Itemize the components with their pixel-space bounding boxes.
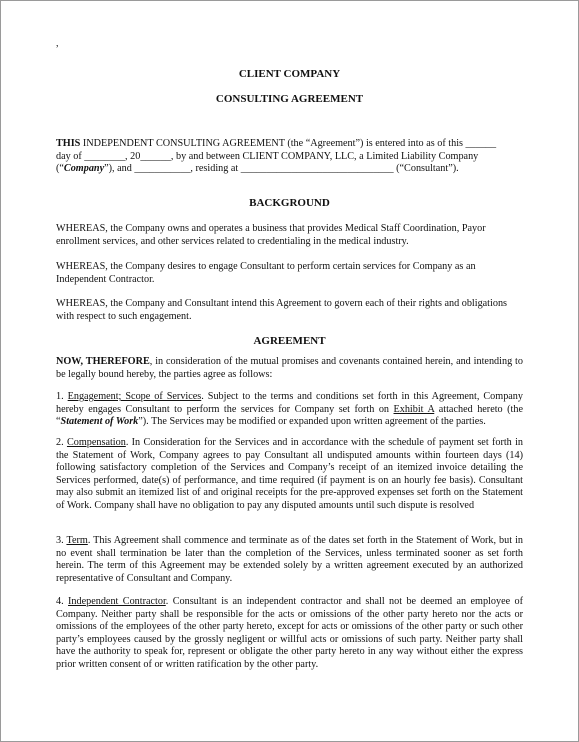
now-therefore-lead: NOW, THEREFORE [56,356,150,367]
whereas-3 [56,298,523,323]
section-2-number: 2. [56,437,67,448]
stray-mark: , [56,38,59,49]
now-therefore-text: , in consideration of the mutual promises and covenants contained herein, and intending to be legally bound hereby, the parties agree as follows: [56,356,523,380]
whereas-2 [56,261,523,286]
section-1 [56,391,523,429]
whereas-1-text: WHEREAS, the Company owns and operates a business that provides Medical Staff Coordination, Payor enrollment services, and other services related to credentialing in the medical industry. [56,223,486,247]
document-title: CLIENT COMPANY [238,68,341,80]
intro-this: THIS [56,138,81,149]
section-3-text: . This Agreement shall commence and terminate as of the dates set forth in the Statement of Work, but in no event shall termination be later than the completion of the Services, unless terminated sooner as set forth herein. The term of this Agreement may be extended solely by a written agreement executed by an authorized representative of Consultant and Company. [56,535,523,584]
section-3-number: 3. [56,535,67,546]
section-1-text-1: . Subject to the terms and conditions set forth in this Agreement, Company hereby engages Consultant to perform the services for Company set forth on [56,391,523,415]
section-3 [56,535,523,585]
exhibit-a-reference: Exhibit A [393,403,435,415]
whereas-3-text: WHEREAS, the Company and Consultant intend this Agreement to govern each of their rights and obligations with respect to such engagement. [56,298,508,322]
intro-paragraph [56,138,523,176]
whereas-2-text: WHEREAS, the Company desires to engage Consultant to perform certain services for Company as an Independent Contractor. [56,261,476,285]
section-4-text: . Consultant is an independent contractor and shall not be deemed an employee of Company. Neither party shall be responsible for the acts or omissions of the other party hereto nor the acts or omissions of the employees of the other party hereto, except for acts or omissions of the other party or such other party’s employees caused by the grossly negligent or willful acts or omissions of such party. Neither party shall have the authority to speak for, represent or obligate the other party hereto in any way without either the express prior written consent of or written ratification by the other party. [56,596,523,670]
intro-company-term: Company [63,163,105,175]
statement-of-work-term: Statement of Work [60,416,139,428]
section-4-number: 4. [56,596,69,607]
background-heading: BACKGROUND [249,197,330,209]
section-2-title: Compensation [66,437,126,448]
whereas-1 [56,223,523,248]
document-subtitle: CONSULTING AGREEMENT [215,93,364,105]
section-1-text-2: attached hereto (the “ [56,403,523,428]
agreement-heading: AGREEMENT [253,335,326,347]
intro-line-3b: ”), and ___________, residing at ______________________________ (“Consultant”). [104,163,459,175]
section-3-title: Term [66,535,88,546]
now-therefore-paragraph [56,356,523,381]
section-4 [56,596,523,672]
section-1-number: 1. [56,391,68,402]
section-1-text-3: ”). The Services may be modified or expanded upon written agreement of the parties. [138,416,486,428]
intro-line-1: INDEPENDENT CONSULTING AGREEMENT (the “Agreement”) is entered into as of this ______ [80,138,497,149]
section-4-title: Independent Contractor [68,596,166,607]
section-2-text: . In Consideration for the Services and in accordance with the schedule of payment set forth in the Statement of Work, Company agrees to pay Consultant all undisputed amounts within fourteen days (14) following satisfactory completion of the Services and Company’s receipt of an itemized invoice detailing the Services performed, date(s) of performance, and time required (if payment is on an hourly fee basis). Consultant may also submit an itemized list of and original receipts for the pre-approved expenses set forth on the Statement of Work. Company shall have no obligation to pay any disputed amounts until such dispute is resolved [56,437,523,511]
intro-line-2: day of ________, 20______, by and between CLIENT COMPANY, LLC, a Limited Liability Company [56,150,479,162]
intro-line-3a: (“ [56,163,64,175]
section-2 [56,437,523,513]
section-1-title: Engagement; Scope of Services [67,391,202,402]
